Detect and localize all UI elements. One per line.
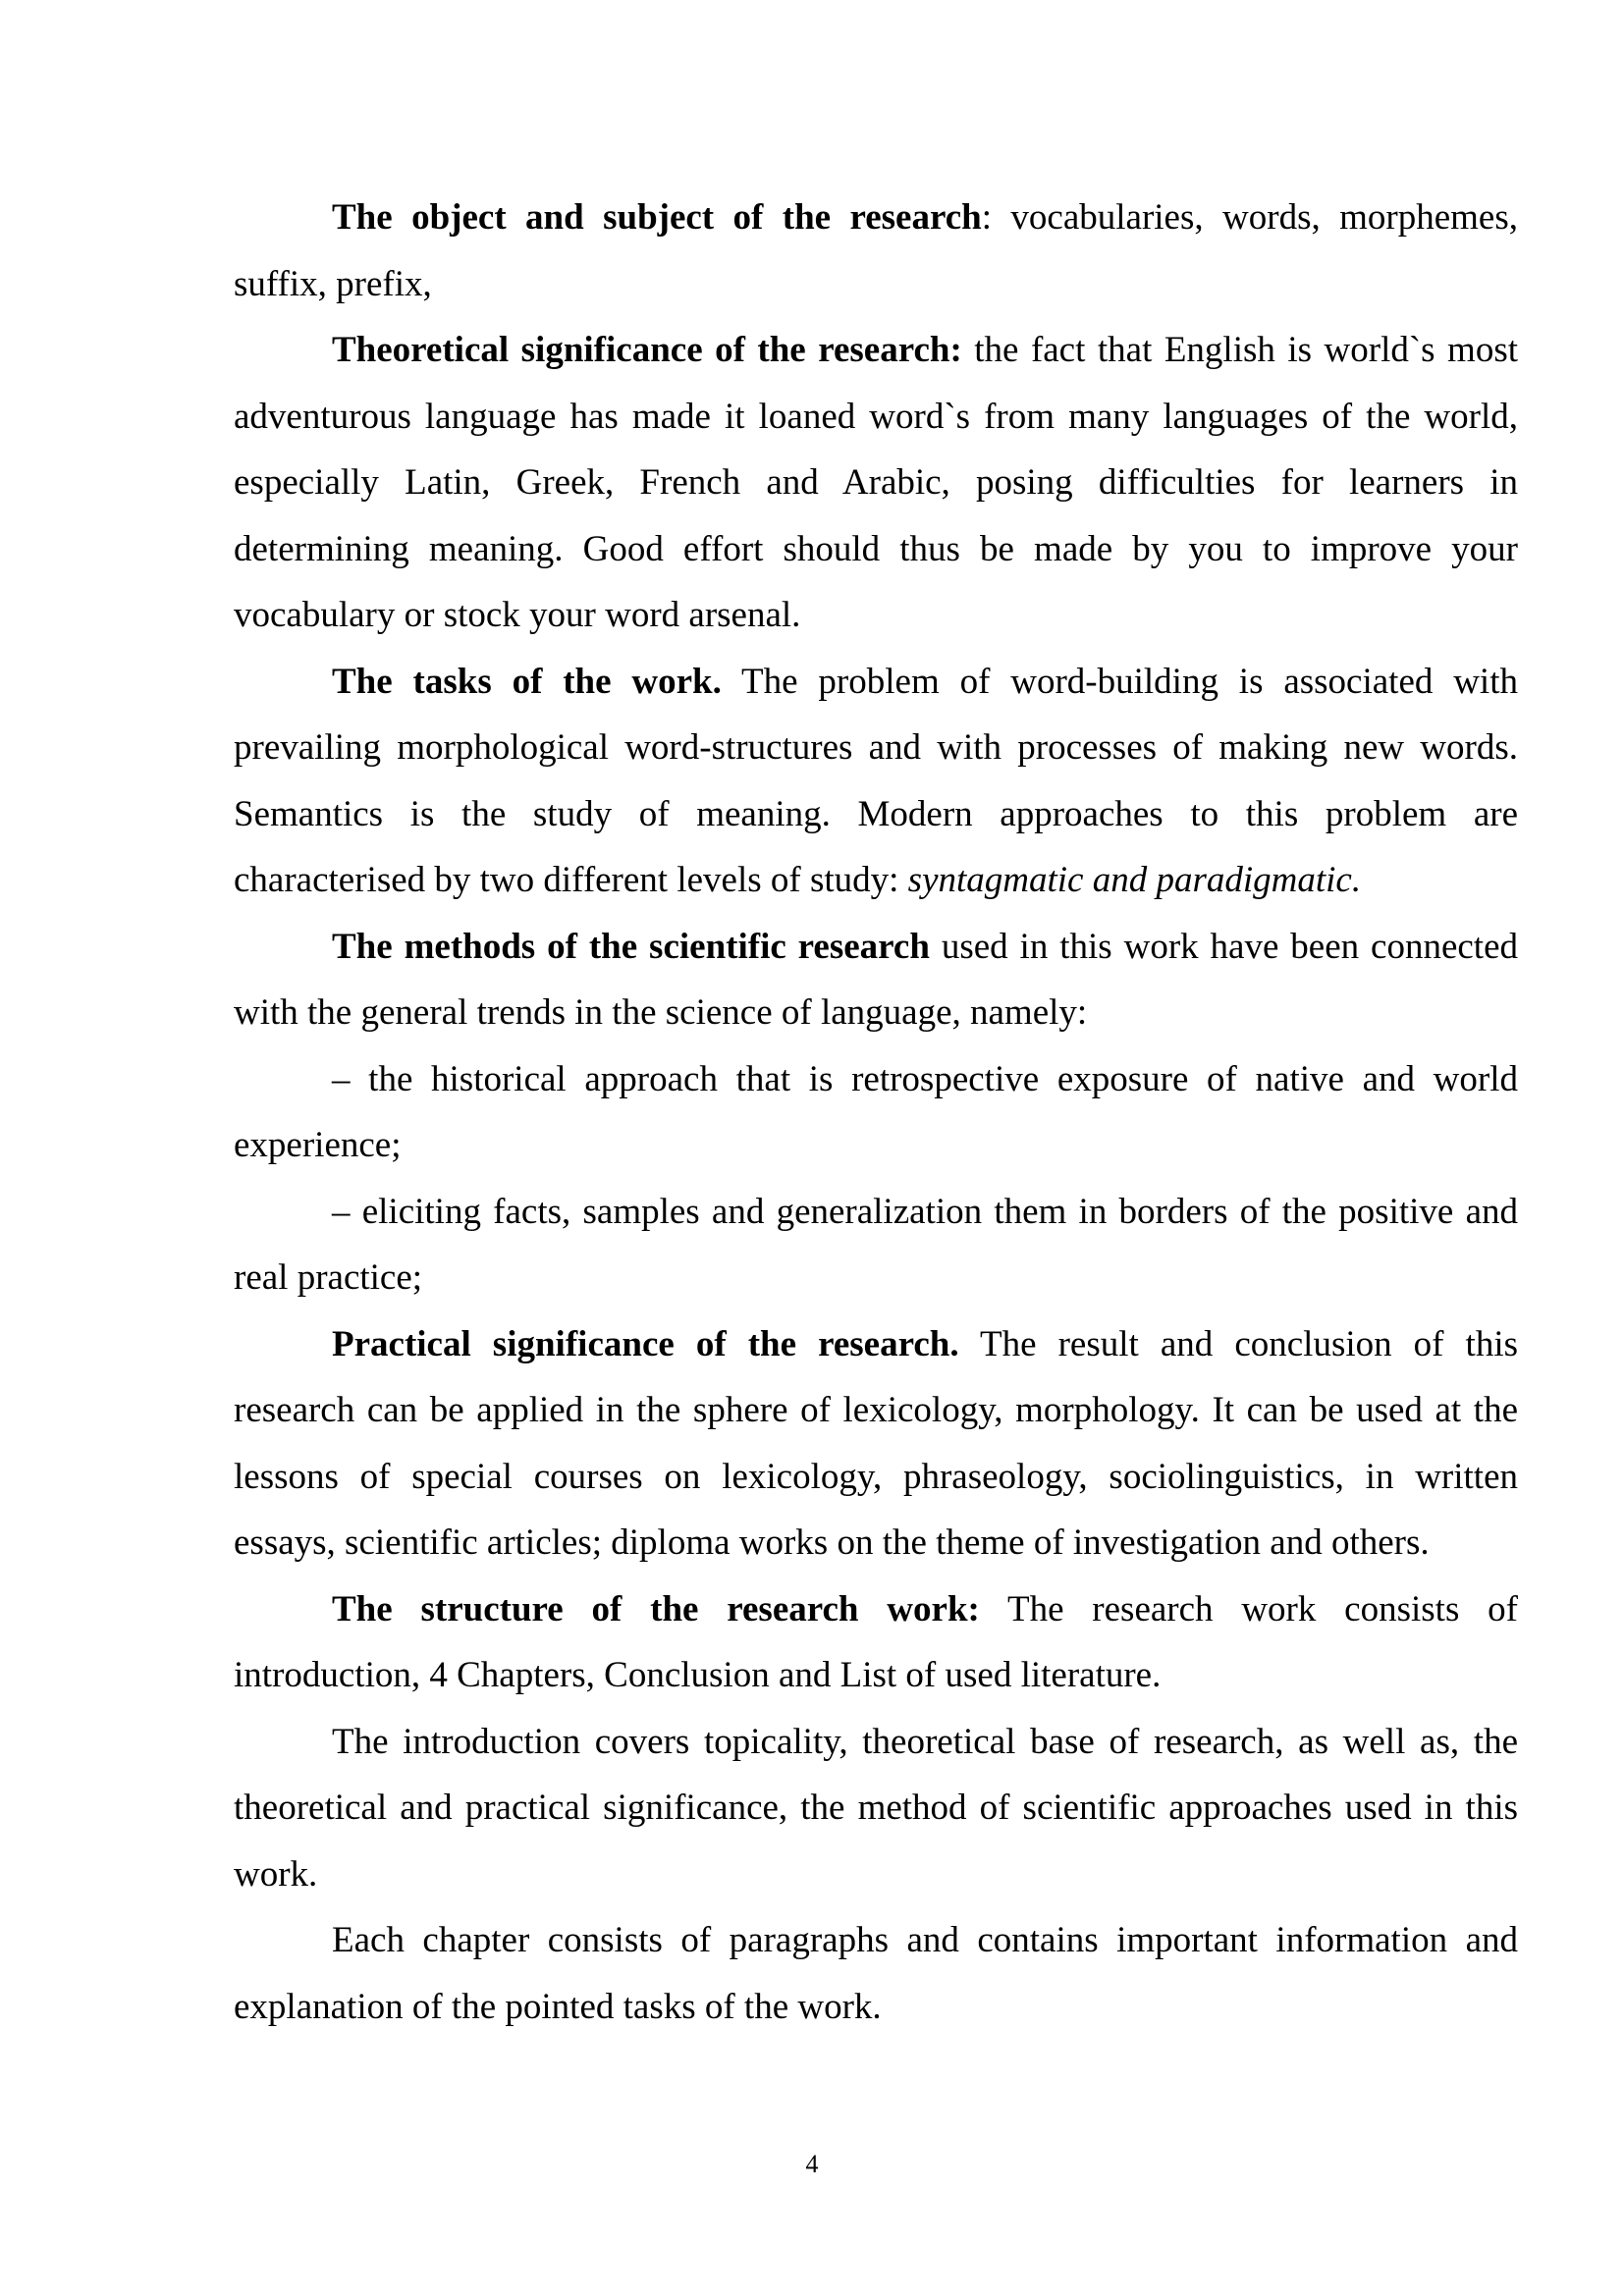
heading-practical-significance: Practical significance of the research. — [332, 1323, 959, 1364]
paragraph-chapters: Each chapter consists of paragraphs and contains important information and explanation of the pointed tasks of the work. — [234, 1920, 1518, 2027]
text-theoretical-significance: the fact that English is world`s most adventurous language has made it loaned word`s from many languages of the world, especially Latin, Greek, French and Arabic, posing difficulties for learners in determining meaning. Good effort should thus be made by you to improve your vocabulary or stock your word arsenal. — [234, 330, 1519, 635]
text-tasks: The problem of word-building is associated with prevailing morphological word-structures and with processes of making new words. Semantics is the study of meaning. Modern approaches to this problem are characterised by two different levels of study: — [234, 661, 1518, 900]
paragraph-theoretical-significance — [234, 317, 1518, 649]
method-item-historical: – the historical approach that is retrospective exposure of native and world experience; — [234, 1058, 1518, 1165]
heading-methods: The methods of the scientific research — [332, 926, 930, 967]
text-practical-significance: The result and conclusion of this research can be applied in the sphere of lexicology, morphology. It can be used at the lessons of special courses on lexicology, phraseology, sociolinguistics, in written essays, scientific articles; diploma works on the theme of investigation and others. — [234, 1323, 1519, 1563]
method-item-eliciting: – eliciting facts, samples and generalization them in borders of the positive and real practice; — [234, 1191, 1518, 1298]
page-number: 4 — [805, 2150, 819, 2178]
paragraph-object-subject — [234, 185, 1518, 317]
heading-object-subject: The object and subject of the research — [332, 197, 982, 238]
text-methods: used in this work have been connected with the general trends in the science of language, namely: — [234, 926, 1519, 1033]
heading-structure: The structure of the research work: — [332, 1588, 980, 1629]
document-body — [234, 185, 1518, 2040]
paragraph-introduction: The introduction covers topicality, theoretical base of research, as well as, the theoretical and practical significance, the method of scientific approaches used in this work. — [234, 1721, 1518, 1895]
text-structure: The research work consists of introduction, 4 Chapters, Conclusion and List of used literature. — [234, 1588, 1518, 1695]
paragraph-methods — [234, 914, 1518, 1046]
heading-theoretical-significance: Theoretical significance of the research: — [332, 330, 962, 370]
text-object-subject: : vocabularies, words, morphemes, suffix, prefix, — [234, 197, 1518, 304]
text-tasks-italic: syntagmatic and paradigmatic. — [907, 860, 1362, 900]
heading-tasks: The tasks of the work. — [332, 661, 722, 702]
paragraph-practical-significance — [234, 1311, 1518, 1576]
paragraph-structure — [234, 1576, 1518, 1709]
paragraph-tasks — [234, 649, 1518, 914]
